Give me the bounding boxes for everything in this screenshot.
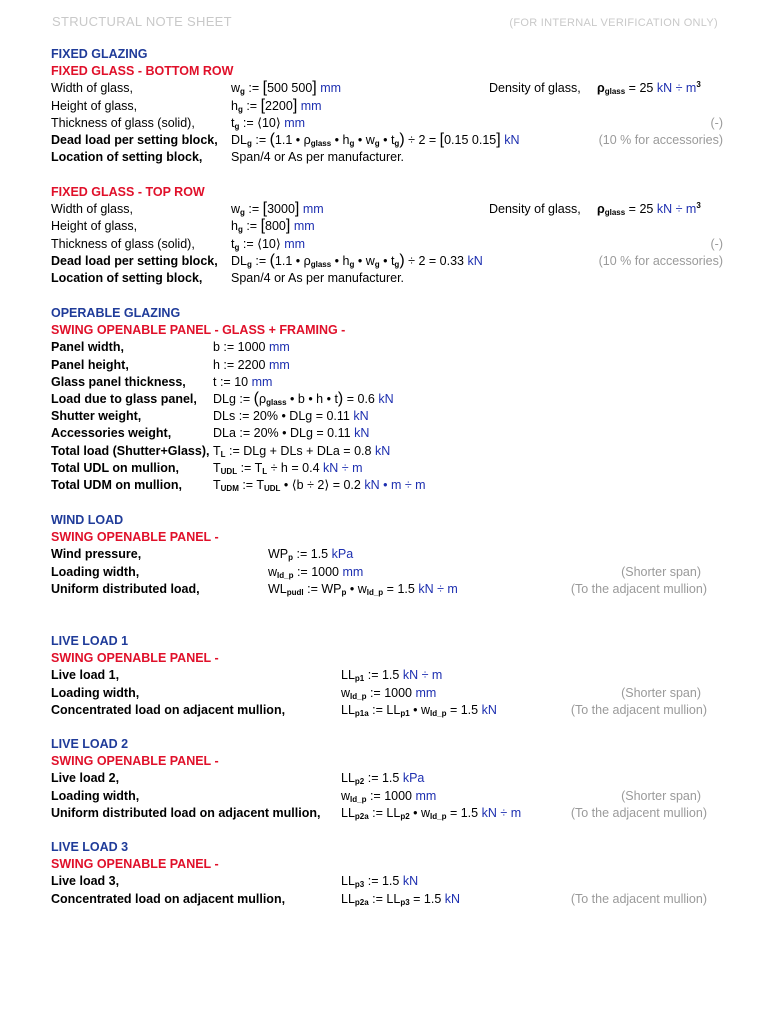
section-heading: FIXED GLAZING [51, 47, 148, 61]
value: Span/4 or As per manufacturer. [231, 150, 405, 165]
section-heading: LIVE LOAD 1 [51, 634, 129, 648]
operable-section [51, 305, 731, 494]
formula: $w_g$ := [500 500] mm [231, 79, 342, 97]
subsection-title: SWING OPENABLE PANEL - [51, 530, 219, 545]
row-label: Width of glass, [51, 202, 133, 217]
row-label: Live load 2, [51, 771, 120, 786]
formula: b := 1000 mm [213, 340, 290, 355]
sheet-title: STRUCTURAL NOTE SHEET [52, 14, 232, 29]
row-label: Shutter weight, [51, 409, 142, 424]
formula: DLa := 20% • DLg = 0.11 kN [213, 426, 370, 441]
subsection-title: SWING OPENABLE PANEL - [51, 754, 219, 769]
note: (-) [710, 236, 723, 251]
row-label: Density of glass, [489, 81, 581, 96]
wind-section [51, 512, 731, 598]
formula: $LL_{p1}$ := 1.5 kN ÷ m [341, 668, 443, 684]
formula: $h_g$ := [800] mm [231, 217, 315, 235]
formula: $LL_{p3}$ := 1.5 kN [341, 874, 419, 890]
section-heading: LIVE LOAD 2 [51, 737, 129, 751]
row-label: Density of glass, [489, 202, 581, 217]
row-label: Height of glass, [51, 219, 138, 234]
formula: t := 10 mm [213, 374, 273, 389]
formula: $T_{UDM}$ := $T_{UDL}$ • ⟨b ÷ 2⟩ = 0.2 kN • m ÷ m [213, 477, 426, 493]
row-label: Thickness of glass (solid), [51, 236, 195, 251]
row-label: Loading width, [51, 788, 140, 803]
row-label: Width of glass, [51, 81, 133, 96]
row-label: Live load 1, [51, 668, 120, 683]
note: (10 % for accessories) [598, 253, 723, 268]
row-label: Accessories weight, [51, 426, 172, 441]
formula: $h_g$ := [2200] mm [231, 96, 322, 114]
formula: $DL_g$ := (1.1 • $\rho_{glass}$ • $h_g$ • $w_g$ • $t_g) \div 2 = 0.33$ kN [231, 251, 483, 269]
row-label: Load due to glass panel, [51, 391, 197, 406]
formula: $T_L$ := DLg + DLs + DLa = 0.8 kN [213, 443, 391, 459]
section-heading: OPERABLE GLAZING [51, 306, 181, 320]
note: (Shorter span) [621, 788, 701, 803]
row-label: Wind pressure, [51, 547, 142, 562]
note: (Shorter span) [621, 685, 701, 700]
row-label: Location of setting block, [51, 150, 203, 165]
formula: $LL_{p2}$ := 1.5 kPa [341, 771, 425, 787]
subsection-title: FIXED GLASS - TOP ROW [51, 185, 205, 199]
note: (10 % for accessories) [598, 132, 723, 147]
row-label: Location of setting block, [51, 270, 203, 285]
formula: $t_g$ := ⟨10⟩ mm [231, 115, 306, 131]
live-load-3-section [51, 839, 731, 908]
note: (Shorter span) [621, 564, 701, 579]
subsection-title: SWING OPENABLE PANEL - GLASS + FRAMING - [51, 323, 346, 338]
row-label: Loading width, [51, 685, 140, 700]
row-label: Loading width, [51, 564, 140, 579]
row-label: Uniform distributed load on adjacent mullion, [51, 805, 321, 820]
formula: $LL_{p1a}$ := $LL_{p1}$ • $w_{ld\_p} = 1.5$ kN [341, 702, 497, 718]
formula: $t_g$ := ⟨10⟩ mm [231, 236, 306, 252]
formula: h := 2200 mm [213, 357, 290, 372]
row-label: Total UDM on mullion, [51, 477, 182, 492]
section-heading: WIND LOAD [51, 513, 124, 527]
formula: $w_{ld\_p}$ := 1000 mm [341, 685, 437, 701]
row-label: Dead load per setting block, [51, 132, 218, 147]
formula: $w_{ld\_p}$ := 1000 mm [341, 788, 437, 804]
row-label: Concentrated load on adjacent mullion, [51, 891, 286, 906]
row-label: Dead load per setting block, [51, 253, 218, 268]
note: (To the adjacent mullion) [570, 891, 707, 906]
subsection-title: FIXED GLASS - BOTTOM ROW [51, 64, 234, 79]
row-label: Live load 3, [51, 874, 120, 889]
formula: $w_g$ := [3000] mm [231, 200, 324, 218]
row-label: Uniform distributed load, [51, 581, 200, 596]
row-label: Height of glass, [51, 98, 138, 113]
formula: $T_{UDL}$ := $T_L \div h = 0.4$ kN ÷ m [213, 460, 363, 476]
note: (To the adjacent mullion) [570, 581, 707, 596]
live-load-2-section [51, 736, 731, 822]
formula: $LL_{p2a}$ := $LL_{p2}$ • $w_{ld\_p} = 1.5$ kN ÷ m [341, 805, 522, 821]
formula: $WL_{pudl}$ := $WP_p$ • $w_{ld\_p} = 1.5$ kN ÷ m [268, 581, 458, 597]
subsection-title: SWING OPENABLE PANEL - [51, 857, 219, 872]
formula: DLs := 20% • DLg = 0.11 kN [213, 409, 369, 424]
live-load-1-section [51, 633, 731, 719]
note: (To the adjacent mullion) [570, 702, 707, 717]
value: Span/4 or As per manufacturer. [231, 270, 405, 285]
fixed-bottom-section [51, 46, 731, 166]
row-label: Panel height, [51, 357, 129, 372]
formula: $\rho_{glass} = 25$ kN ÷ $m^3$ [597, 201, 701, 218]
row-label: Total UDL on mullion, [51, 460, 179, 475]
row-label: Panel width, [51, 340, 124, 355]
formula: $LL_{p2a}$ := $LL_{p3} = 1.5$ kN [341, 891, 461, 907]
note: (To the adjacent mullion) [570, 805, 707, 820]
formula: $DL_g$ := (1.1 • $\rho_{glass}$ • $h_g$ • $w_g$ • $t_g) \div 2 = [0.15$ 0.15] kN [231, 130, 520, 148]
formula: $\rho_{glass} = 25$ kN ÷ $m^3$ [597, 80, 701, 97]
section-heading: LIVE LOAD 3 [51, 840, 129, 854]
formula: $w_{ld\_p}$ := 1000 mm [268, 564, 364, 580]
row-label: Total load (Shutter+Glass), [51, 443, 210, 458]
row-label: Thickness of glass (solid), [51, 115, 195, 130]
row-label: Concentrated load on adjacent mullion, [51, 702, 286, 717]
subsection-title: SWING OPENABLE PANEL - [51, 651, 219, 666]
sheet-note: (FOR INTERNAL VERIFICATION ONLY) [509, 17, 718, 29]
fixed-top-section [51, 184, 731, 287]
formula: DLg := ($\rho_{glass}$ • b • h • t) = 0.6 kN [213, 389, 394, 407]
note: (-) [710, 115, 723, 130]
row-label: Glass panel thickness, [51, 374, 186, 389]
formula: $WP_p$ := 1.5 kPa [268, 547, 354, 563]
